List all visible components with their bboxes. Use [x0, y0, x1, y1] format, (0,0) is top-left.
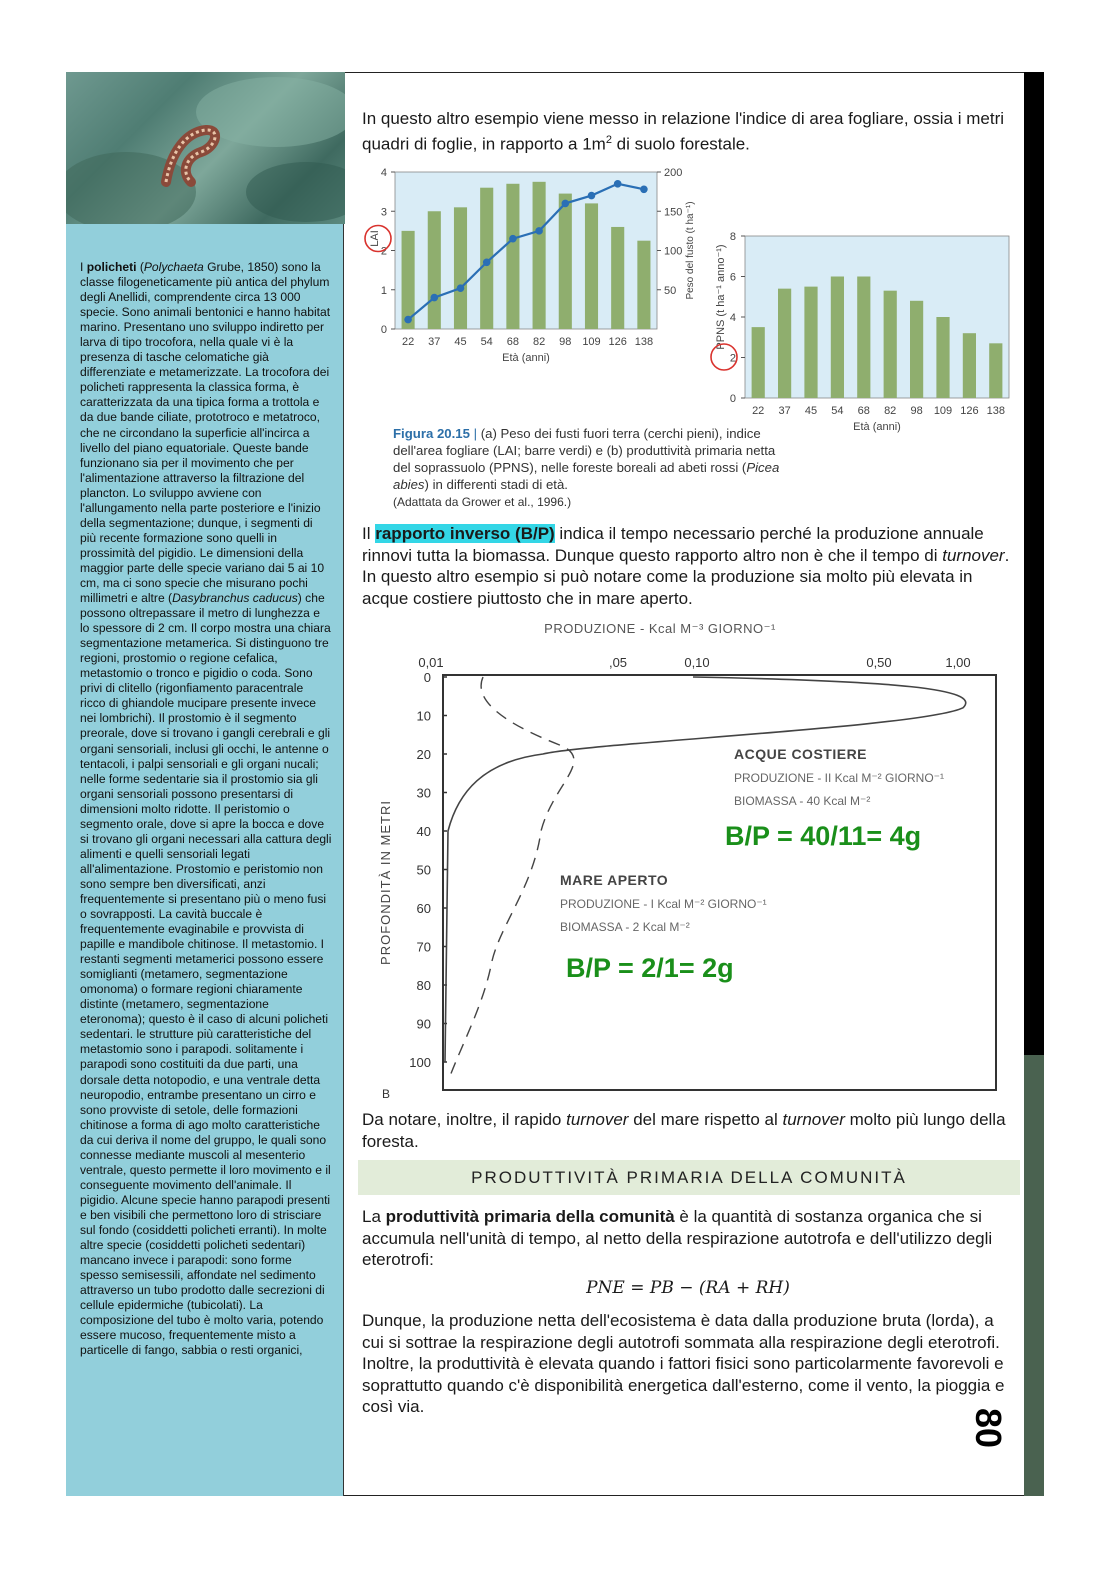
label-acque-costiere: ACQUE COSTIERE	[734, 746, 868, 762]
xtick-54: 54	[480, 336, 493, 348]
label-mare-aperto-biomassa: BIOMASSA - 2 Kcal M⁻²	[560, 920, 690, 934]
chart-ppns	[700, 228, 1015, 433]
xtick-2: 0,10	[684, 655, 710, 670]
chart-production-depth	[370, 615, 1010, 1100]
ytick-20: 20	[416, 747, 431, 762]
corner-label: B	[382, 1087, 391, 1100]
y2tick-50: 50	[664, 284, 677, 297]
figure-caption: Figura 20.15 | (a) Peso dei fusti fuori terra (cerchi pieni), indice dell'area fogliare (LAI; barre verdi) e (b) produttività primaria netta del soprassuolo (PPNS), nelle foreste boreali ad abeti rossi (Picea abies) in differenti stadi di età. (Adattata da Grower et al., 1996.)	[393, 426, 780, 509]
bar-ppns-68	[857, 277, 870, 399]
label-acque-costiere-produzione: PRODUZIONE - II Kcal M⁻² GIORNO⁻¹	[734, 771, 945, 785]
label-mare-aperto-produzione: PRODUZIONE - I Kcal M⁻² GIORNO⁻¹	[560, 897, 767, 911]
superscript: 2	[605, 133, 612, 146]
xtick-0: 0,01	[418, 655, 444, 670]
chart-title: PRODUZIONE - Kcal M⁻³ GIORNO⁻¹	[544, 621, 776, 636]
bar-ppns-138	[989, 343, 1002, 398]
ytick-2: 2	[729, 352, 736, 365]
xtick-22: 22	[752, 405, 765, 417]
right-edge-bar-lower	[1024, 1055, 1044, 1496]
point-stem-weight-98	[562, 200, 570, 208]
xtick-109: 109	[582, 336, 601, 348]
bar-ppns-54	[831, 277, 844, 399]
intro-paragraph: In questo altro esempio viene messo in relazione l'indice di area fogliare, ossia i metri quadri di foglie, in rapporto a $1m^2$ di suolo forestale.	[362, 109, 1005, 154]
bar-lai-109	[585, 203, 598, 329]
xtick-1: ,05	[608, 655, 628, 670]
bar-lai-45	[454, 207, 467, 329]
ytick-40: 40	[416, 824, 431, 839]
chart-lai-stem-weight	[362, 160, 702, 370]
xtick-82: 82	[884, 405, 897, 417]
ytick-30: 30	[416, 785, 431, 801]
caption-source: (Adattata da Grower et al., 1996.)	[393, 495, 572, 509]
ytick-1: 1	[380, 284, 387, 297]
label-acque-costiere-biomassa: BIOMASSA - 40 Kcal M⁻²	[734, 794, 871, 808]
sidebar-body-a: Grube, 1850) sono la classe filogeneticamente più antica del phylum degli Anellidi, comprendente circa 13 000 specie. Sono animali bentonici e hanno habitat marino. Presentano uno sviluppo indiretto per larva di tipo trocofora, nella quale vi è la presenza di tasche celomatiche già differenziate e metamerizzate. La trocofora dei policheti rappresenta la classica forma, è caratterizzata da una tipica forma a trottola e da due bande ciliate, prototroco e metatroco, che ne circondano la superficie all'incirca a livello del piano equatoriale. Queste bande funzionano sia per il movimento che per l'alimentazione attraverso la filtrazione del plancton. Lo sviluppo avviene con l'allungamento nella parte posteriore e l'inizio della segmentazione; dunque, i segmenti di più recente formazione sono quelli in prossimità del pigidio. Le dimensioni della maggior parte delle specie variano dai 5 ai 10 cm, ma ci sono specie che misurano pochi millimetri e altre (	[80, 260, 331, 606]
y2tick-100: 100	[664, 245, 683, 258]
page-number: 80	[968, 1407, 1009, 1449]
bar-lai-98	[559, 194, 572, 329]
ytick-70: 70	[416, 939, 431, 955]
ytick-0: 0	[729, 393, 736, 405]
x-axis-label: Età (anni)	[853, 421, 901, 433]
xtick-68: 68	[506, 336, 520, 348]
bar-ppns-22	[752, 327, 765, 398]
bar-lai-37	[428, 211, 441, 329]
sidebar-text	[80, 260, 332, 1358]
bar-lai-126	[611, 227, 624, 329]
polychaete-illustration	[66, 72, 345, 224]
ytick-6: 6	[729, 271, 736, 284]
xtick-98: 98	[910, 405, 923, 417]
xtick-37: 37	[428, 336, 441, 348]
xtick-138: 138	[634, 336, 654, 348]
ytick-0: 0	[380, 324, 387, 336]
figure-number: Figura 20.15	[393, 426, 470, 441]
xtick-138: 138	[986, 405, 1005, 417]
point-stem-weight-22	[404, 316, 412, 324]
bp-paragraph: Il rapporto inverso (B/P) indica il tempo necessario perché la produzione annuale rinnovi tutta la biomassa. Dunque questo rapporto altro non è che il tempo di turnover. In questo altro esempio si può notare come la produzione sia molto più elevata in acque costiere piuttosto che in mare aperto.	[362, 524, 1010, 608]
ytick-60: 60	[416, 901, 431, 916]
sidebar-lead: I	[80, 260, 87, 274]
y-axis-label: PPNS (t ha⁻¹ anno⁻¹)	[715, 244, 727, 350]
point-stem-weight-68	[509, 235, 517, 243]
point-stem-weight-45	[457, 284, 465, 292]
bar-ppns-98	[910, 301, 923, 398]
bar-lai-138	[637, 241, 650, 329]
bar-lai-68	[506, 184, 519, 329]
xtick-22: 22	[401, 336, 415, 348]
sidebar-term: policheti	[86, 260, 137, 274]
bar-ppns-126	[963, 333, 976, 398]
xtick-68: 68	[857, 405, 870, 417]
ytick-4: 4	[380, 167, 387, 179]
xtick-126: 126	[608, 336, 627, 348]
bp-mare-aperto: B/P = 2/1= 2g	[566, 953, 734, 983]
bar-lai-22	[402, 231, 415, 329]
ytick-8: 8	[729, 231, 736, 243]
sidebar-body-b: ) che possono oltrepassare il metro di lunghezza e lo spessore di 2 cm. Il corpo mostra una chiara segmentazione metamerica. Si distinguono tre regioni, prostomio o regione cefalica, metastomio o tronco e pigidio o coda. Sono privi di clitello (rigonfiamento paracentrale ricco di ghiandole mucipare presente invece nei lombrichi). Il prostomio è il segmento preorale, dove si trovano i gangli cerebrali e gli organi sensoriali, inclusi gli occhi, le antenne o tentacoli, i palpi sensoriali e gli organi nucali; nelle forme sedentarie sia il prostomio sia gli organi sensoriali possono presentarsi di dimensioni molto ridotte. Il peristomio o segmento orale, dove si apre la bocca e dove si trovano gli organi necessari alla cattura degli alimenti e quelli sensoriali legati all'alimentazione. Prostomio e peristomio non sono sempre ben diversificati, anzi frequentemente si presentano più o meno fusi o sovrapposti. La cavità buccale è frequentemente evaginabile e provvista di papille e mandibole chitinose. Il metastomio. I restanti segmenti metamerici possono essere somiglianti (metamero, segmentazione omonoma) o formare regioni chiaramente distinte (metamero, segmentazione eteronoma); questo è il caso di alcuni policheti sedentari. le strutture più caratteristiche del metastomio sono i parapodi. solitamente i parapodi sono costituiti da due parti, una dorsale detta notopodio, e una ventrale detta neuropodio, entrambe presentano un cirro e sono provviste di setole, delle formazioni chitinose a forma di ago molto caratteristiche da cui deriva il nome del gruppo, le quali sono connesse mediante muscoli al mesenterio ventrale, questo permette il loro movimento e il conseguente movimento dell'animale. Il pigidio. Alcune specie hanno parapodi presenti e ben visibili che permettono loro di strisciare sul fondo (cosiddetti policheti erranti). In molte altre specie (cosiddetti policheti sedentari) mancano invece i parapodi: sono forme spesso semisessili, affondate nel sedimento attraverso un tubo prodotto dalle secrezioni di cellule epidermiche (tubicolati). La composizione del tubo è molto varia, potendo essere mucoso, frequentemente misto a particelle di fango, sabbia o resti organici,	[80, 591, 332, 1358]
bar-ppns-109	[936, 317, 949, 398]
label-mare-aperto: MARE APERTO	[560, 872, 669, 888]
bp-acque-costiere: B/P = 40/11= 4g	[725, 821, 922, 851]
xtick-98: 98	[559, 336, 572, 348]
bar-lai-82	[533, 182, 546, 329]
point-stem-weight-82	[535, 227, 543, 235]
final-paragraph: Dunque, la produzione netta dell'ecosistema è data dalla produzione bruta (lorda), a cui si sottrae la respirazione degli autotrofi sommata alla respirazione degli eterotrofi. Inoltre, la produttività è elevata quando i fattori fisici sono particolarmente favorevoli e soprattutto quando c'è disponibilità energetica dall'esterno, come il vento, la pioggia e così via.	[362, 1311, 1005, 1416]
ytick-3: 3	[380, 206, 387, 219]
ytick-2: 2	[380, 245, 387, 258]
xtick-109: 109	[933, 405, 953, 417]
pne-formula: PNE = PB − (RA + RH)	[586, 1278, 790, 1298]
point-stem-weight-109	[588, 192, 596, 200]
xtick-4: 1,00	[945, 655, 971, 670]
bar-ppns-45	[804, 287, 817, 398]
sidebar-species: Polychaeta	[143, 260, 204, 274]
ytick-100: 100	[409, 1055, 431, 1070]
y-axis-label: LAI	[369, 230, 381, 247]
ytick-90: 90	[416, 1016, 431, 1032]
point-stem-weight-54	[483, 258, 491, 266]
bar-ppns-37	[778, 289, 791, 398]
sidebar-panel	[66, 224, 344, 1496]
bar-ppns-82	[884, 291, 897, 398]
point-stem-weight-126	[614, 180, 622, 188]
turnover-note: Da notare, inoltre, il rapido turnover del mare rispetto al turnover molto più lungo della foresta.	[362, 1110, 1006, 1151]
y-axis-label: PROFONDITÀ IN METRI	[378, 800, 393, 965]
x-axis-label: Età (anni)	[502, 352, 550, 364]
xtick-3: 0,50	[866, 655, 892, 670]
point-stem-weight-37	[431, 294, 439, 302]
xtick-82: 82	[532, 336, 546, 348]
section-heading: PRODUTTIVITÀ PRIMARIA DELLA COMUNITÀ	[358, 1160, 1020, 1195]
curve-mare-aperto	[451, 677, 574, 1074]
y2tick-150: 150	[664, 206, 683, 219]
xtick-45: 45	[804, 405, 818, 417]
ytick-4: 4	[729, 312, 736, 324]
point-stem-weight-138	[640, 185, 648, 193]
xtick-126: 126	[960, 405, 979, 417]
xtick-37: 37	[778, 405, 791, 417]
ytick-80: 80	[416, 978, 431, 993]
sidebar-species-2: Dasybranchus caducus	[172, 591, 298, 606]
ytick-10: 10	[416, 708, 431, 724]
highlight-term: rapporto inverso (B/P)	[375, 524, 555, 543]
definition-paragraph: La produttività primaria della comunità è la quantità di sostanza organica che si accumula nell'unità di tempo, al netto della respirazione autotrofa e dell'utilizzo degli eterotrofi:	[362, 1207, 993, 1269]
curve-acque-costiere	[445, 677, 966, 1062]
y2-axis-label: Peso del fusto (t ha⁻¹)	[685, 201, 696, 300]
polychaete-photo	[66, 72, 345, 224]
y2tick-200: 200	[664, 167, 683, 179]
ytick-0: 0	[423, 670, 431, 685]
xtick-45: 45	[454, 336, 467, 348]
sidebar-open: (	[136, 260, 144, 274]
ytick-50: 50	[416, 862, 431, 878]
xtick-54: 54	[831, 405, 844, 417]
